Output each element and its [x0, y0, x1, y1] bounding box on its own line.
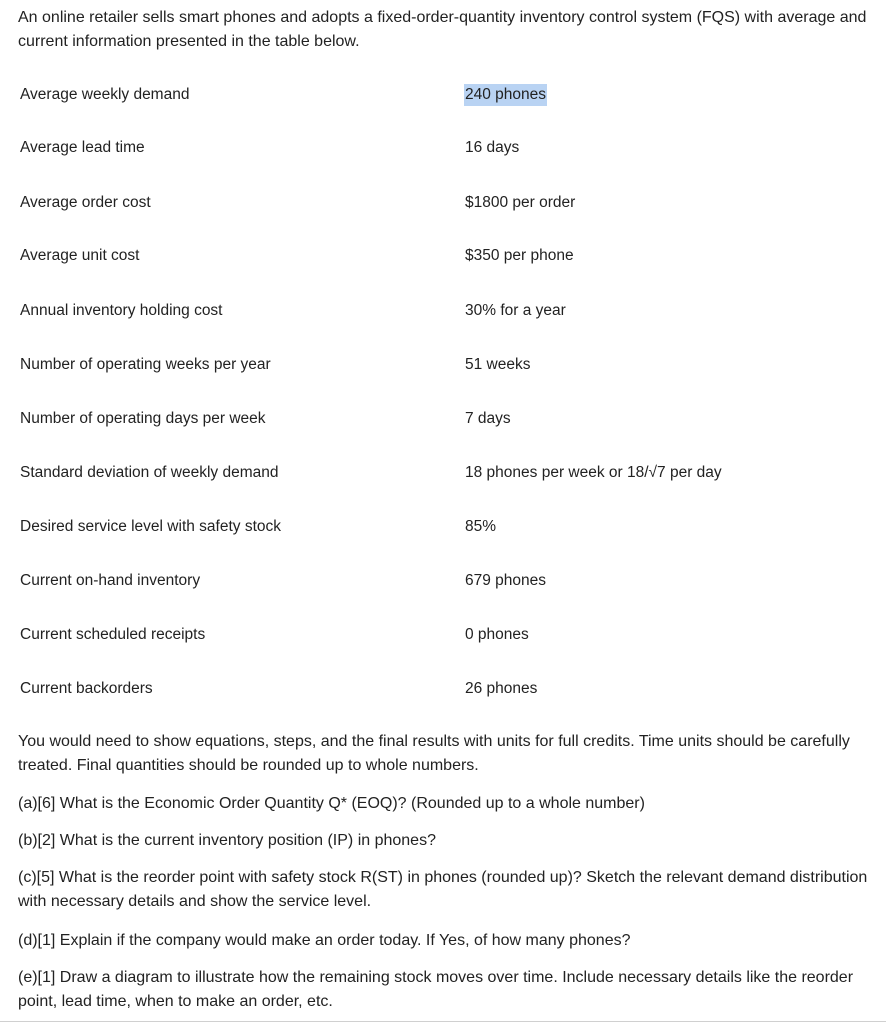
- instructions-paragraph: You would need to show equations, steps, and the final results with units for full credits. Time units should be carefully treated. Final quantities should be rounded up to whole numbers.: [18, 733, 850, 774]
- row-value: $1800 per order: [465, 194, 576, 211]
- row-label: Number of operating days per week: [20, 410, 266, 427]
- question-d: (d)[1] Explain if the company would make an order today. If Yes, of how many phones?: [18, 932, 631, 949]
- question-a: (a)[6] What is the Economic Order Quantity Q* (EOQ)? (Rounded up to a whole number): [18, 795, 645, 812]
- row-value: $350 per phone: [465, 247, 574, 264]
- question-c: (c)[5] What is the reorder point with safety stock R(ST) in phones (rounded up)? Sketch the relevant demand distribution with necessary details and show the service level.: [18, 869, 868, 910]
- row-label: Current scheduled receipts: [20, 626, 206, 643]
- table-row: [0, 624, 886, 646]
- table-row: [0, 408, 886, 430]
- table-row: [0, 570, 886, 592]
- question-b: (b)[2] What is the current inventory position (IP) in phones?: [18, 832, 436, 849]
- table-row: [0, 137, 886, 159]
- row-label: Desired service level with safety stock: [20, 518, 282, 535]
- bottom-divider: [0, 1021, 886, 1022]
- table-row: [0, 84, 886, 106]
- row-value: 679 phones: [465, 572, 547, 589]
- row-value: 51 weeks: [465, 356, 531, 373]
- row-value: 85%: [465, 518, 497, 535]
- table-row: [0, 678, 886, 700]
- row-label: Current on-hand inventory: [20, 572, 201, 589]
- row-label: Standard deviation of weekly demand: [20, 464, 279, 481]
- row-label: Average weekly demand: [20, 86, 190, 103]
- row-label: Average unit cost: [20, 247, 140, 264]
- row-label: Average order cost: [20, 194, 151, 211]
- row-label: Current backorders: [20, 680, 153, 697]
- row-value: 30% for a year: [465, 302, 566, 319]
- row-label: Number of operating weeks per year: [20, 356, 271, 373]
- table-row: [0, 354, 886, 376]
- question-e: (e)[1] Draw a diagram to illustrate how the remaining stock moves over time. Include necessary details like the reorder point, lead time, when to make an order, etc.: [18, 969, 854, 1010]
- table-row: [0, 300, 886, 322]
- row-value: 26 phones: [465, 680, 538, 697]
- row-label: Average lead time: [20, 139, 145, 156]
- row-value: 16 days: [465, 139, 520, 156]
- row-value: 18 phones per week or 18/√7 per day: [465, 464, 722, 481]
- row-value: 7 days: [465, 410, 511, 427]
- row-value: 0 phones: [465, 626, 529, 643]
- intro-paragraph: An online retailer sells smart phones and adopts a fixed-order-quantity inventory control system (FQS) with average and current information presented in the table below.: [18, 9, 867, 50]
- row-value-selected[interactable]: 240 phones: [464, 84, 547, 106]
- table-row: [0, 462, 886, 484]
- table-row: [0, 245, 886, 267]
- table-row: [0, 192, 886, 214]
- row-label: Annual inventory holding cost: [20, 302, 223, 319]
- table-row: [0, 516, 886, 538]
